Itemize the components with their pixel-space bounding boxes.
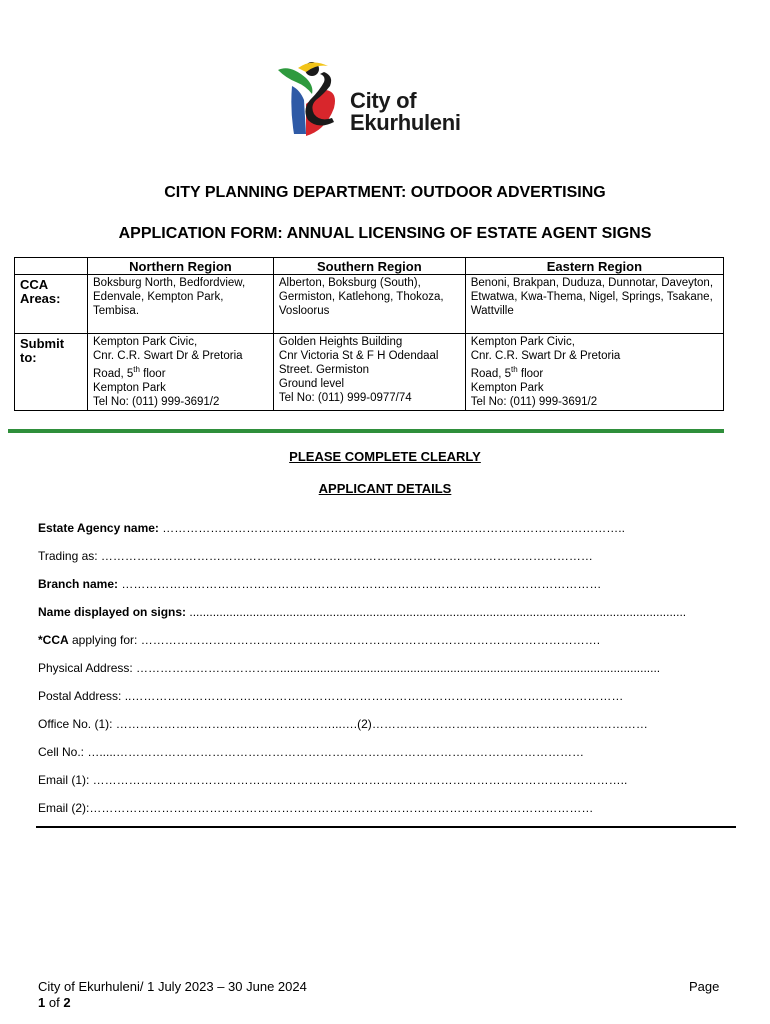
address-line: Ground level	[278, 378, 345, 390]
header-eastern-region: Eastern Region	[465, 258, 723, 275]
document-title: CITY PLANNING DEPARTMENT: OUTDOOR ADVERTISING	[164, 184, 606, 201]
branch-name-field[interactable]	[38, 577, 601, 591]
field-label: Postal Address:	[38, 689, 122, 703]
table-header-blank	[15, 258, 88, 275]
field-blank: ……………………………………………………………………………………………………..	[158, 521, 625, 535]
field-blank: .....................................................................................................................................................	[186, 605, 687, 619]
northern-submit-address	[88, 334, 274, 411]
footer-page-label: Page	[689, 979, 720, 994]
logo-blue-body-icon	[291, 86, 306, 134]
address-line: Tel No: (011) 999-3691/2	[470, 395, 598, 408]
page-total: 2	[63, 995, 71, 1010]
field-blank: ………………………………………………………………………………………………………………	[89, 801, 594, 815]
field-blank: ……………………………………………………………………………………………………………	[97, 549, 593, 563]
row-label-cca-areas: CCA Areas:	[15, 275, 88, 334]
physical-address-field[interactable]	[38, 661, 660, 675]
field-blank: ……………………………………………………………………………………………………………………..	[89, 773, 628, 787]
trading-as-field[interactable]	[38, 549, 593, 563]
row-label-submit-to: Submit to:	[15, 334, 88, 411]
address-line: Tel No: (011) 999-0977/74	[278, 392, 412, 404]
field-blank: ………………………………………………...….(2)	[112, 717, 372, 731]
office-no-field[interactable]	[38, 717, 648, 731]
address-line: Cnr. C.R. Swart Dr & Pretoria	[93, 350, 243, 362]
address-line: Road, 5th floor	[93, 365, 166, 380]
footer-validity: City of Ekurhuleni/ 1 July 2023 – 30 June 2024	[38, 979, 307, 994]
address-line: Tel No: (011) 999-3691/2	[93, 395, 220, 408]
email-1-field[interactable]	[38, 773, 627, 787]
cell-no-field[interactable]	[38, 745, 584, 759]
field-label: Cell No.:	[38, 745, 85, 759]
address-line: Cnr. C.R. Swart Dr & Pretoria	[470, 350, 621, 362]
northern-areas: Boksburg North, Bedfordview, Edenvale, Kempton Park, Tembisa.	[88, 275, 274, 334]
address-line: Kempton Park	[93, 381, 166, 394]
field-blank: ………………………………..................................................................................................................	[132, 661, 661, 675]
field-label: Office No. (1):	[38, 717, 113, 731]
header-southern-region: Southern Region	[273, 258, 465, 275]
name-displayed-on-signs-field[interactable]	[38, 605, 686, 619]
field-label: Trading as:	[38, 549, 98, 563]
address-line: Golden Heights Building	[278, 336, 403, 348]
address-line: Road, 5th floor	[470, 365, 544, 380]
page-of: of	[45, 995, 64, 1010]
field-label: Name displayed on signs:	[38, 605, 187, 619]
page-number: 1	[38, 995, 46, 1010]
logo-wordmark	[350, 90, 461, 134]
field-label-prefix: *CCA	[38, 633, 69, 647]
address-line: Cnr Victoria St & F H Odendaal	[278, 350, 439, 362]
field-blank: ..……………………………………………………………………………………………………………	[121, 689, 624, 703]
southern-submit-address	[273, 334, 465, 411]
header-northern-region: Northern Region	[88, 258, 274, 275]
form-bottom-rule	[36, 826, 736, 828]
logo-line1: City of	[350, 88, 417, 113]
section-divider	[8, 429, 724, 433]
eastern-submit-address	[465, 334, 723, 411]
field-label: applying for:	[68, 633, 138, 647]
postal-address-field[interactable]	[38, 689, 623, 703]
estate-agency-name-field[interactable]	[38, 521, 625, 535]
southern-areas: Alberton, Boksburg (South), Germiston, Katlehong, Thokoza, Vosloorus	[273, 275, 465, 334]
table-row-submit-to	[15, 334, 724, 411]
footer-page-count	[38, 995, 307, 1011]
address-line: Kempton Park	[470, 381, 544, 394]
email-2-field[interactable]	[38, 801, 593, 815]
address-line: Street. Germiston	[278, 364, 370, 376]
field-blank: …………………………………………………………………………………………………….	[137, 633, 601, 647]
field-label: Estate Agency name:	[38, 521, 159, 535]
field-blank: ….....………………………………………………………………………………………………………	[84, 745, 585, 759]
field-blank: ……………………………………………………………	[371, 717, 648, 731]
logo-line2: Ekurhuleni	[350, 110, 461, 135]
footer-left	[38, 979, 307, 1011]
address-line: Kempton Park Civic,	[470, 336, 575, 348]
field-label: Email (1):	[38, 773, 90, 787]
table-header-row	[15, 258, 724, 275]
field-label: Email (2):	[38, 801, 90, 815]
address-line: Kempton Park Civic,	[93, 336, 198, 348]
field-label: Branch name:	[38, 577, 119, 591]
document-subtitle: APPLICATION FORM: ANNUAL LICENSING OF ESTATE AGENT SIGNS	[118, 225, 652, 242]
applicant-details-heading: APPLICANT DETAILS	[318, 481, 452, 496]
eastern-areas: Benoni, Brakpan, Duduza, Dunnotar, Daveyton, Etwatwa, Kwa-Thema, Nigel, Springs, Tsakane, Wattville	[465, 275, 723, 334]
please-complete-heading: PLEASE COMPLETE CLEARLY	[289, 449, 481, 464]
field-label: Physical Address:	[38, 661, 133, 675]
cca-applying-for-field[interactable]	[38, 633, 600, 647]
table-row-cca-areas	[15, 275, 724, 334]
field-blank: …………………………………………………………………………………………………………	[118, 577, 602, 591]
cca-regions-table	[14, 257, 724, 411]
